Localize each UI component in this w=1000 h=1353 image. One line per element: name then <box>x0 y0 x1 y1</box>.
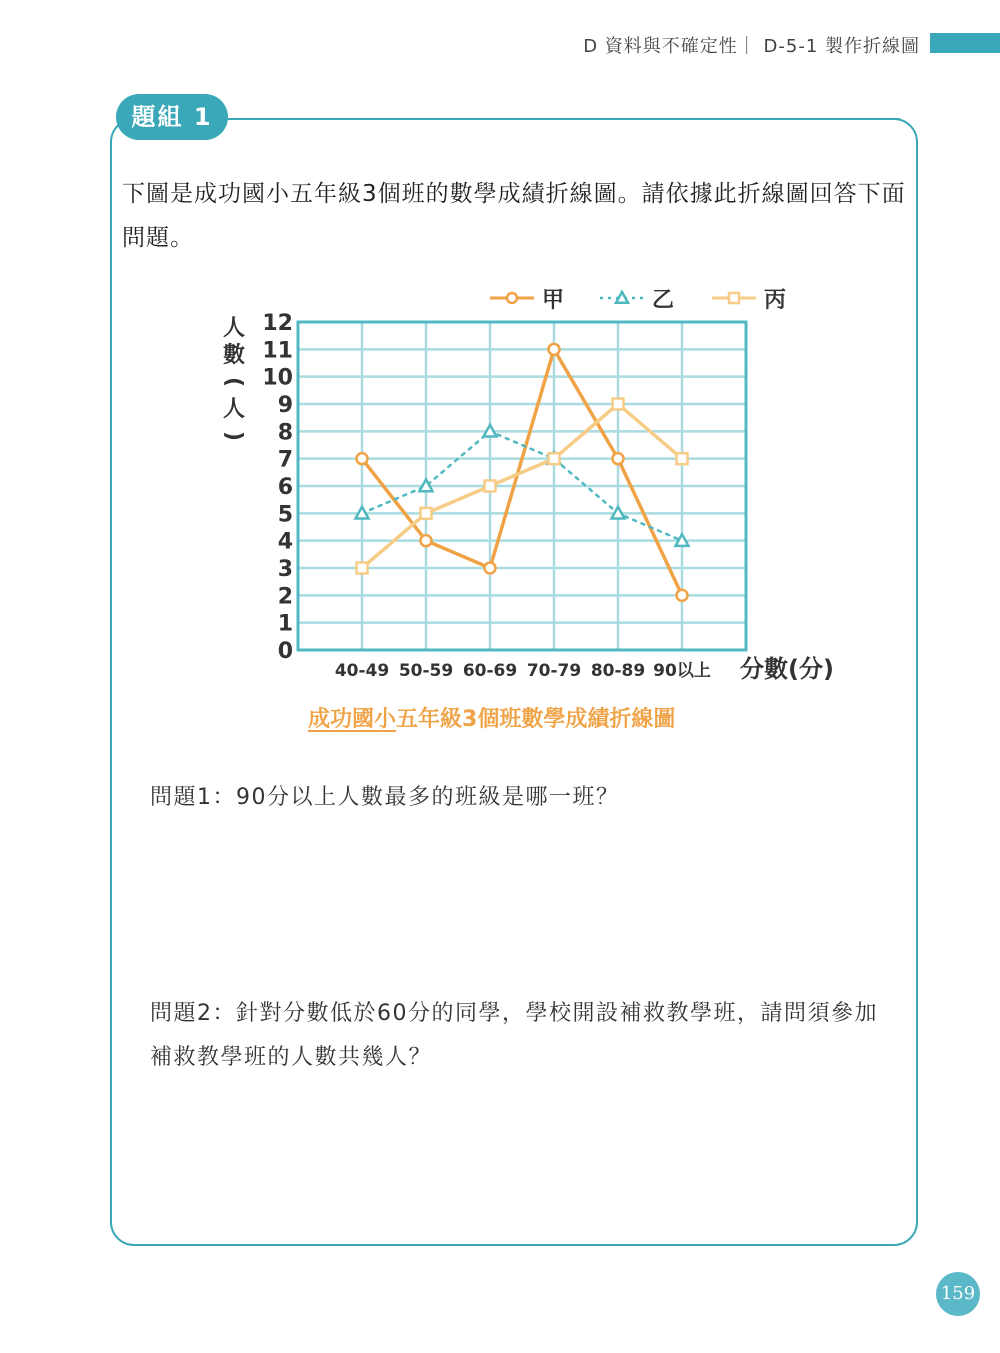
y-axis-label-char: 人 <box>222 397 246 422</box>
y-tick-label: 12 <box>262 311 293 336</box>
y-tick-label: 5 <box>277 502 293 528</box>
data-point <box>485 563 496 574</box>
legend-marker <box>616 292 628 303</box>
y-tick-label: 7 <box>277 447 293 473</box>
header-text: D 資料與不確定性｜ D-5-1 製作折線圖 <box>583 36 920 57</box>
y-tick-label: 3 <box>277 557 293 582</box>
y-tick-label: 2 <box>277 584 293 610</box>
data-point <box>420 480 433 492</box>
y-axis-label <box>221 316 246 441</box>
line-chart <box>200 280 860 700</box>
x-tick-label: 80-89 <box>590 661 646 681</box>
data-point <box>357 453 368 464</box>
group-label: 題組 1 <box>116 94 228 140</box>
data-point <box>613 453 624 464</box>
data-point <box>357 563 368 574</box>
x-tick-label: 50-59 <box>398 661 454 681</box>
y-axis-label-char: 數 <box>222 343 246 368</box>
data-point <box>485 481 496 492</box>
x-axis-ticks <box>335 660 711 681</box>
chart-title-part2: 五年級3個班數學成績折線圖 <box>396 707 676 732</box>
y-tick-label: 10 <box>262 365 293 391</box>
x-tick-label: 90以上 <box>653 661 711 681</box>
y-axis-label-char: ( <box>221 376 246 388</box>
y-tick-label: 4 <box>277 529 293 555</box>
data-point <box>356 507 369 519</box>
x-axis-label: 分數(分) <box>740 655 834 683</box>
y-tick-label: 6 <box>277 475 293 500</box>
y-axis-label-char: 人 <box>222 316 246 341</box>
question-1: 問題1：90分以上人數最多的班級是哪一班？ <box>150 785 620 810</box>
page-number: 159 <box>936 1272 980 1316</box>
legend-marker <box>729 293 739 303</box>
data-point <box>677 453 688 464</box>
y-tick-label: 1 <box>277 611 293 637</box>
legend-label: 乙 <box>652 288 675 313</box>
header-accent-bar <box>930 33 1000 53</box>
data-point <box>677 590 688 601</box>
data-point <box>421 535 432 546</box>
data-point <box>613 399 624 410</box>
y-axis-ticks <box>262 311 293 664</box>
y-axis-label-char: ) <box>221 430 246 442</box>
legend-label: 丙 <box>764 288 787 313</box>
data-point <box>421 508 432 519</box>
group-line <box>228 118 900 120</box>
x-tick-label: 60-69 <box>462 661 518 681</box>
x-tick-label: 40-49 <box>334 661 390 681</box>
intro-text: 下圖是成功國小五年級3個班的數學成績折線圖。請依據此折線圖回答下面問題。 <box>122 181 906 251</box>
data-point <box>676 534 689 546</box>
data-point <box>549 453 560 464</box>
legend-item <box>712 288 786 313</box>
data-point <box>549 344 560 355</box>
chart-series <box>356 344 689 601</box>
x-tick-label: 70-79 <box>526 661 582 681</box>
legend-item <box>490 288 564 313</box>
legend-marker <box>507 293 517 303</box>
y-tick-label: 8 <box>277 420 293 446</box>
question-2: 問題2：針對分數低於60分的同學，學校開設補救教學班，請問須參加補救教學班的人數共幾人？ <box>150 1001 878 1070</box>
y-tick-label: 0 <box>277 639 293 664</box>
legend-item <box>600 288 674 313</box>
y-tick-label: 11 <box>262 338 293 364</box>
data-point <box>484 425 497 437</box>
legend-label: 甲 <box>542 288 565 313</box>
chart-title-part1: 成功國小 <box>308 707 397 732</box>
chart-legend <box>490 288 786 313</box>
y-tick-label: 9 <box>277 393 293 418</box>
chart-title <box>308 702 675 733</box>
